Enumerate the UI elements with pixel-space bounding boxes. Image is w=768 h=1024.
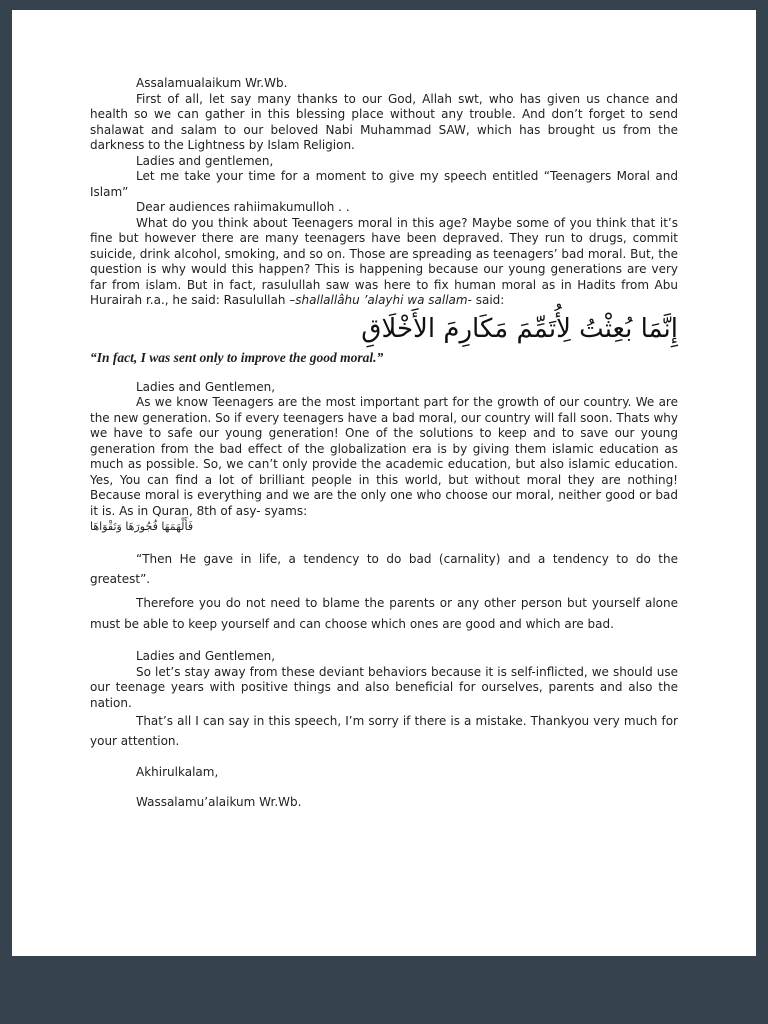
paragraph-dear-audiences: Dear audiences rahiimakumulloh . . <box>136 200 350 214</box>
paragraph-generation: As we know Teenagers are the most important part for the growth of our country. We are the new generation. So if every teenagers have a bad moral, our country will fall soon. Thats why we have to safe our young generation! One of the solutions to keep and to save our young generation from the bad effect of the globalization era is by giving them islamic education as much as possible. So, we can’t only provide the academic education, but also islamic education. Yes, You can find a lot of brilliant people in this world, but without moral they are nothing! Because moral is everything and we are the only one who choose our moral, neither good or bad it is. As in Quran, 8th of asy- syams: <box>90 395 678 518</box>
paragraph-ladies-gentlemen-3: Ladies and Gentlemen, <box>136 649 276 663</box>
paragraph-deviant: So let’s stay away from these deviant behaviors because it is self-inflicted, we should use our teenage years with positive things and also beneficial for ourselves, parents and also the nation. <box>90 664 678 710</box>
paragraph-blame: Therefore you do not need to blame the parents or any other person but yourself alone must be able to keep yourself and can choose which ones are good and which are bad. <box>90 596 678 631</box>
arabic-hadith: إِنَّمَا بُعِثْتُ لِأُتَمِّمَ مَكَارِمَ الأَخْلَاقِ <box>361 313 678 344</box>
teen-moral-text: What do you think about Teenagers moral in this age? Maybe some of you think that it’s fine but however there are many teenagers have been depraved. They run to drugs, commit suicide, drink alcohol, smoking, and so on. Those are spreading as teenagers’ bad moral. But, the question is why would this happen? This is happening because our young generations are very far from islam. But in fact, rasulullah saw was here to fix human moral as in Hadits from Abu Hurairah r.a., he said: Rasulullah – <box>90 215 678 307</box>
paragraph-ladies-gentlemen-1: Ladies and gentlemen, <box>136 153 274 168</box>
paragraph-speech-title: Let me take your time for a moment to give my speech entitled “Teenagers Moral and Islam” <box>90 169 678 199</box>
hadits-narrator-italic: shallallâhu ’alayhi wa sallam <box>295 293 468 307</box>
paragraph-wassalam: Wassalamu’alaikum Wr.Wb. <box>136 794 302 809</box>
paragraph-verse-translation: “Then He gave in life, a tendency to do bad (carnality) and a tendency to do the greatest”. <box>90 552 678 586</box>
paragraph-ladies-gentlemen-2: Ladies and Gentlemen, <box>136 379 276 394</box>
paragraph-akhirulkalam: Akhirulkalam, <box>136 765 219 779</box>
paragraph-thanks: First of all, let say many thanks to our God, Allah swt, who has given us chance and health so we can gather in this blessing place without any trouble. And don’t forget to send shalawat and salam to our beloved Nabi Muhammad SAW, which has brought us from the darkness to the Lightness by Islam Religion. <box>90 91 678 152</box>
teen-moral-tail: - said: <box>467 293 505 307</box>
quran-verse-arabic: فَأَلْهَمَهَا فُجُورَهَا وَتَقْوَاهَا <box>90 520 194 533</box>
document-page <box>12 10 756 956</box>
paragraph-teen-moral <box>90 216 678 309</box>
hadith-translation: “In fact, I was sent only to improve the good moral.” <box>90 349 384 365</box>
paragraph-closing: That’s all I can say in this speech, I’m sorry if there is a mistake. Thankyou very much for your attention. <box>90 714 678 748</box>
paragraph-greeting: Assalamualaikum Wr.Wb. <box>136 76 288 90</box>
